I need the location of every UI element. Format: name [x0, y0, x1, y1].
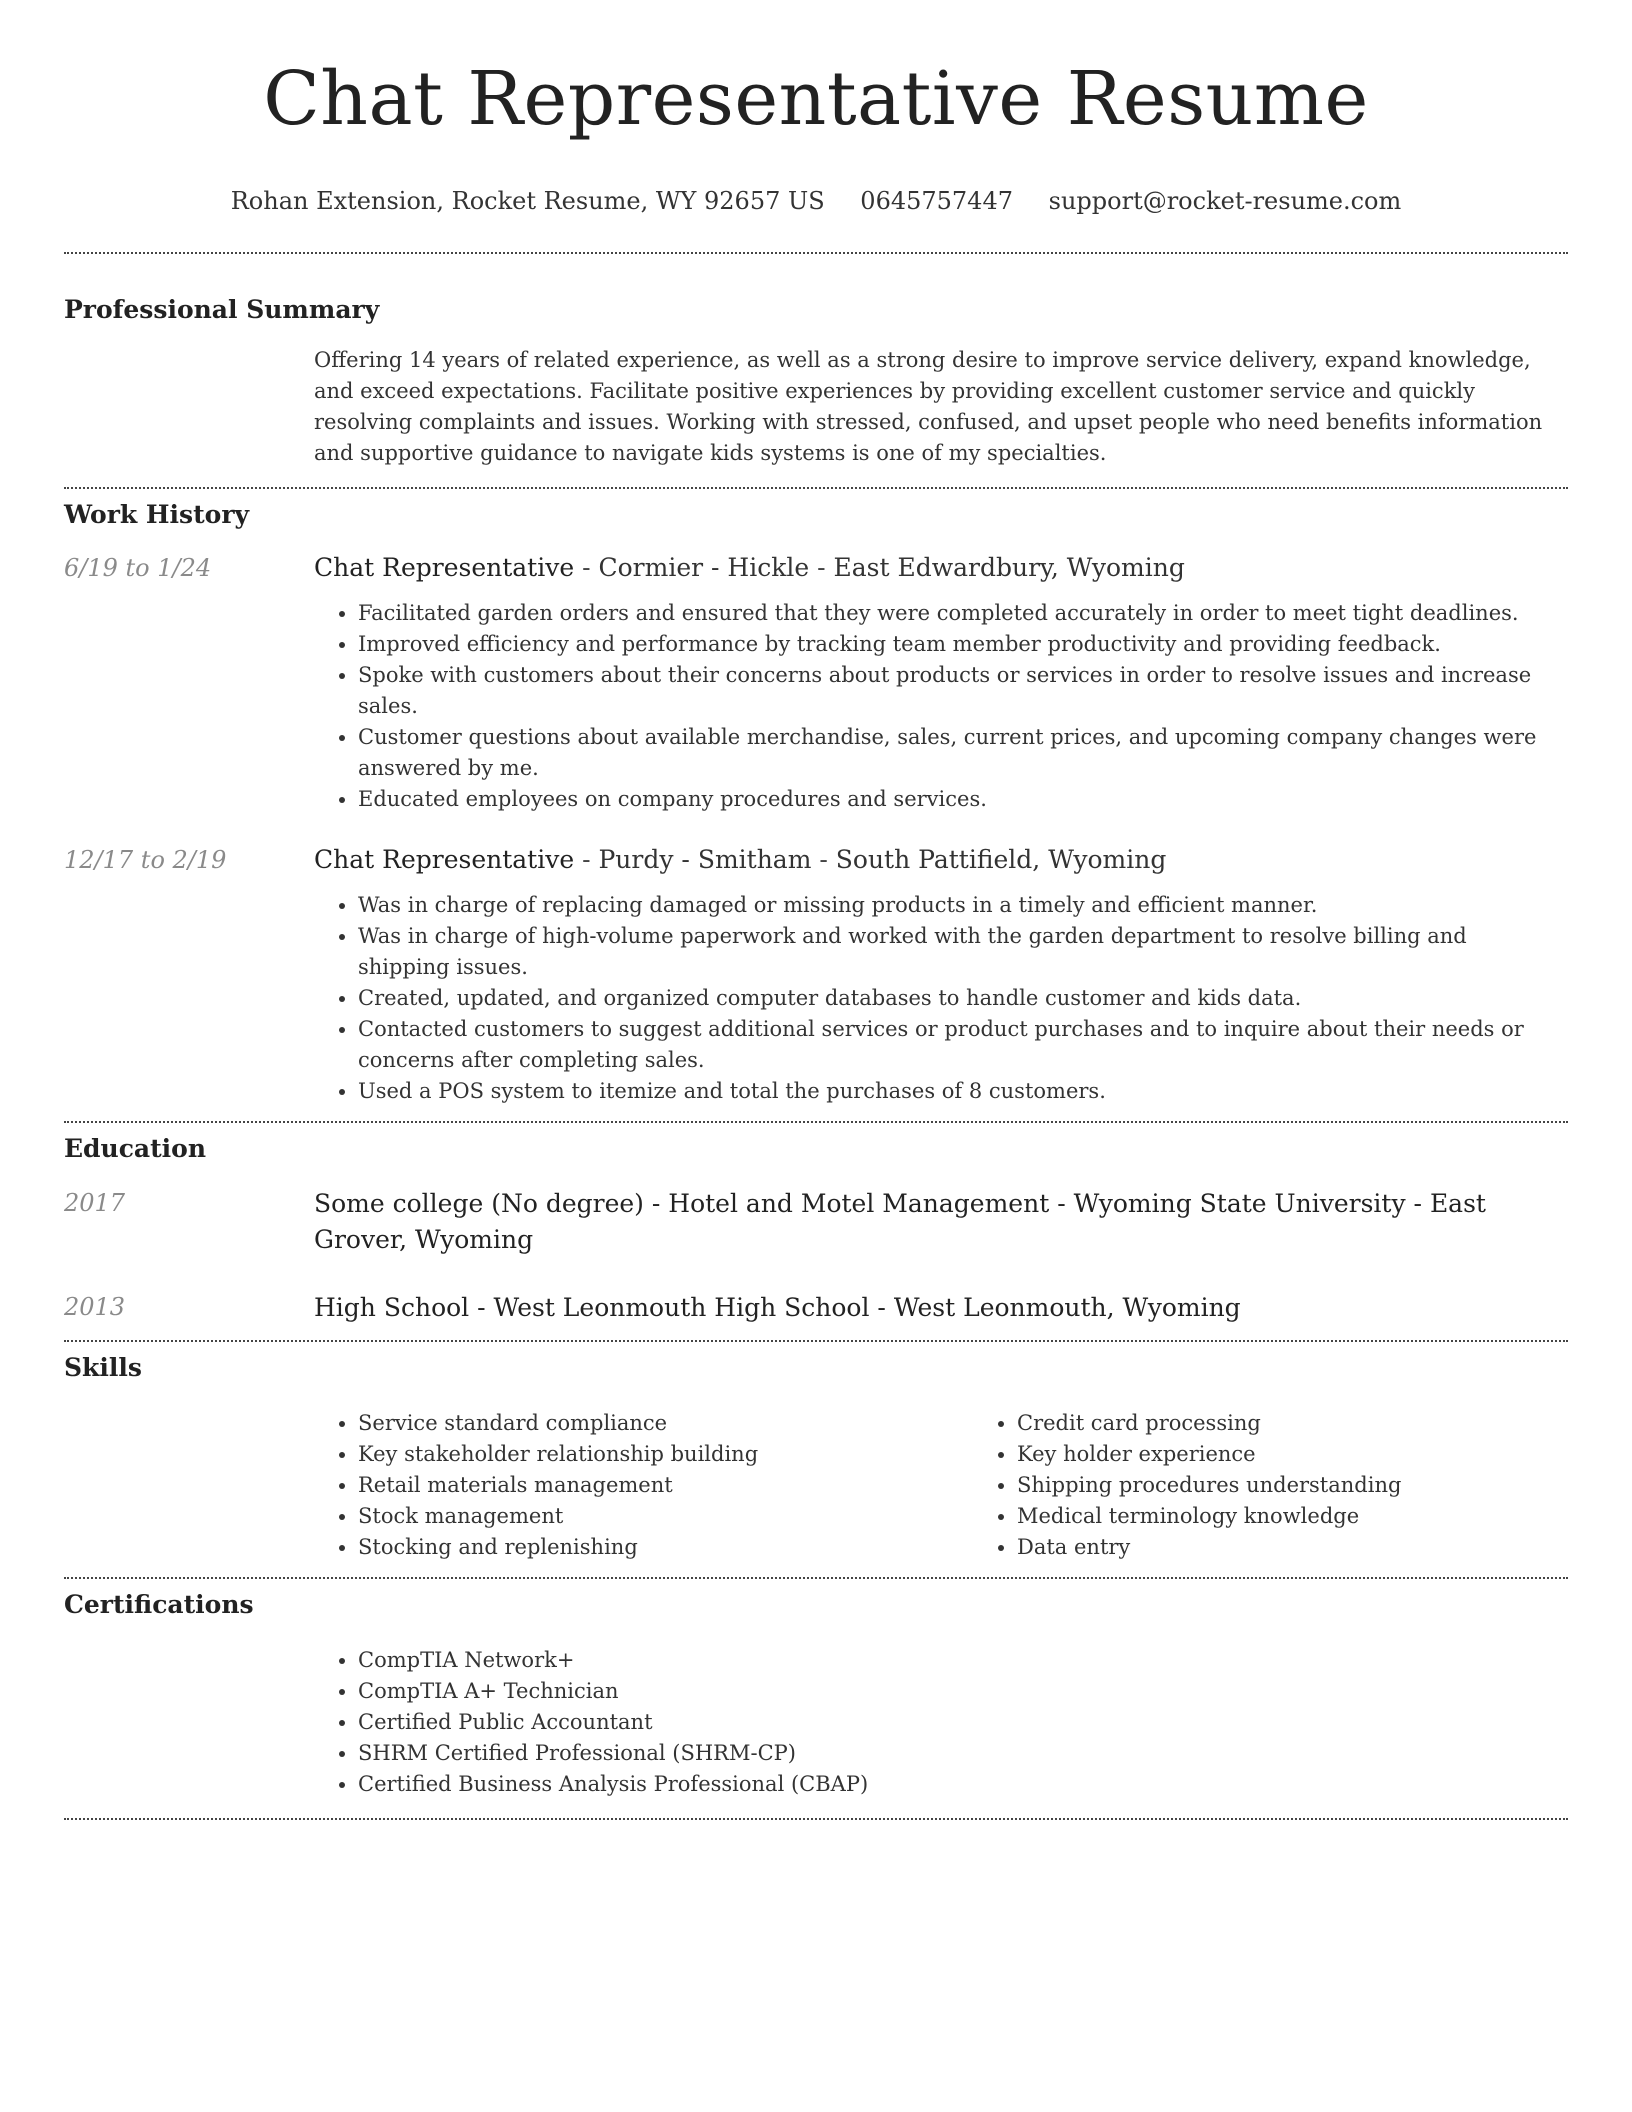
job-dates: 6/19 to 1/24 [64, 554, 212, 582]
list-item: • Data entry [1017, 1532, 1632, 1563]
education-heading: Some college (No degree) - Hotel and Motel Management - Wyoming State University - East Grover, Wyoming [314, 1189, 1486, 1254]
list-item: • Certified Public Accountant [358, 1707, 1558, 1738]
education-location: West Leonmouth, Wyoming [893, 1293, 1241, 1322]
section-heading-work: Work History [64, 500, 250, 529]
job-heading: Chat Representative - Cormier - Hickle - East Edwardbury, Wyoming [314, 553, 1185, 582]
contact-line [64, 186, 1568, 216]
education-entry [64, 1290, 1568, 1326]
certifications-list [314, 1645, 1558, 1800]
skills-list-right [973, 1408, 1632, 1563]
skills-list-left [314, 1408, 973, 1563]
list-item: • Service standard compliance [358, 1408, 973, 1439]
list-item: • Was in charge of high-volume paperwork and worked with the garden department to resolve billing and shipping issues. [358, 921, 1558, 983]
section-divider [64, 252, 1568, 254]
job-entry [64, 843, 1568, 1107]
list-item: • Spoke with customers about their concerns about products or services in order to resolve issues and increase sales. [358, 660, 1558, 722]
contact-email[interactable]: support@rocket-resume.com [1048, 187, 1402, 215]
list-item: • Customer questions about available merchandise, sales, current prices, and upcoming company changes were answered by me. [358, 722, 1558, 784]
section-divider [64, 487, 1568, 489]
summary-row [64, 345, 1568, 469]
education-heading: High School - West Leonmouth High School - West Leonmouth, Wyoming [314, 1293, 1241, 1322]
summary-text: Offering 14 years of related experience, as well as a strong desire to improve service delivery, expand knowledge, and exceed expectations. Facilitate positive experiences by providing excellent customer service and quickly resolving complaints and issues. Working with stressed, confused, and upset people who need benefits information and supportive guidance to navigate kids systems is one of my specialties. [314, 348, 1543, 465]
list-item: • Credit card processing [1017, 1408, 1632, 1439]
job-heading: Chat Representative - Purdy - Smitham - South Pattifield, Wyoming [314, 845, 1167, 874]
education-year: 2013 [64, 1293, 126, 1321]
section-heading-skills: Skills [64, 1353, 142, 1382]
list-item: • CompTIA Network+ [358, 1645, 1558, 1676]
section-divider [64, 1340, 1568, 1342]
job-location: East Edwardbury, Wyoming [833, 553, 1185, 582]
resume-title: Chat Representative Resume [263, 56, 1369, 142]
list-item: • Created, updated, and organized computer databases to handle customer and kids data. [358, 983, 1558, 1014]
list-item: • Key holder experience [1017, 1439, 1632, 1470]
list-item: • SHRM Certified Professional (SHRM-CP) [358, 1738, 1558, 1769]
job-bullets [314, 890, 1558, 1107]
list-item: • Key stakeholder relationship building [358, 1439, 973, 1470]
education-degree: Some college (No degree) - Hotel and Motel Management [314, 1189, 1050, 1218]
contact-phone: 0645757447 [860, 187, 1013, 215]
job-title: Chat Representative [314, 553, 575, 582]
education-entry [64, 1186, 1568, 1258]
job-company: Purdy - Smitham [598, 845, 812, 874]
section-heading-education: Education [64, 1134, 207, 1163]
education-location: East Grover, Wyoming [314, 1189, 1486, 1254]
list-item: • CompTIA A+ Technician [358, 1676, 1558, 1707]
section-heading-certifications: Certifications [64, 1590, 254, 1619]
education-school: West Leonmouth High School [493, 1293, 870, 1322]
list-item: • Medical terminology knowledge [1017, 1501, 1632, 1532]
education-school: Wyoming State University [1073, 1189, 1406, 1218]
list-item: • Used a POS system to itemize and total the purchases of 8 customers. [358, 1076, 1558, 1107]
job-title: Chat Representative [314, 845, 575, 874]
education-year: 2017 [64, 1189, 126, 1217]
section-divider [64, 1818, 1568, 1820]
list-item: • Contacted customers to suggest additional services or product purchases and to inquire about their needs or concerns after completing sales. [358, 1014, 1558, 1076]
job-dates: 12/17 to 2/19 [64, 846, 227, 874]
job-company: Cormier - Hickle [598, 553, 810, 582]
section-heading-summary: Professional Summary [64, 295, 380, 324]
section-divider [64, 1121, 1568, 1123]
list-item: • Stocking and replenishing [358, 1532, 973, 1563]
job-location: South Pattifield, Wyoming [835, 845, 1167, 874]
list-item: • Facilitated garden orders and ensured that they were completed accurately in order to meet tight deadlines. [358, 598, 1558, 629]
job-entry [64, 551, 1568, 815]
list-item: • Improved efficiency and performance by tracking team member productivity and providing feedback. [358, 629, 1558, 660]
list-item: • Retail materials management [358, 1470, 973, 1501]
job-bullets [314, 598, 1558, 815]
skills-row [64, 1408, 1568, 1563]
section-divider [64, 1577, 1568, 1579]
contact-address: Rohan Extension, Rocket Resume, WY 92657 US [230, 187, 825, 215]
resume-page [64, 0, 1568, 1820]
certifications-row [64, 1645, 1568, 1800]
list-item: • Educated employees on company procedures and services. [358, 784, 1558, 815]
list-item: • Certified Business Analysis Professional (CBAP) [358, 1769, 1558, 1800]
list-item: • Was in charge of replacing damaged or missing products in a timely and efficient manner. [358, 890, 1558, 921]
list-item: • Shipping procedures understanding [1017, 1470, 1632, 1501]
list-item: • Stock management [358, 1501, 973, 1532]
education-degree: High School [314, 1293, 470, 1322]
